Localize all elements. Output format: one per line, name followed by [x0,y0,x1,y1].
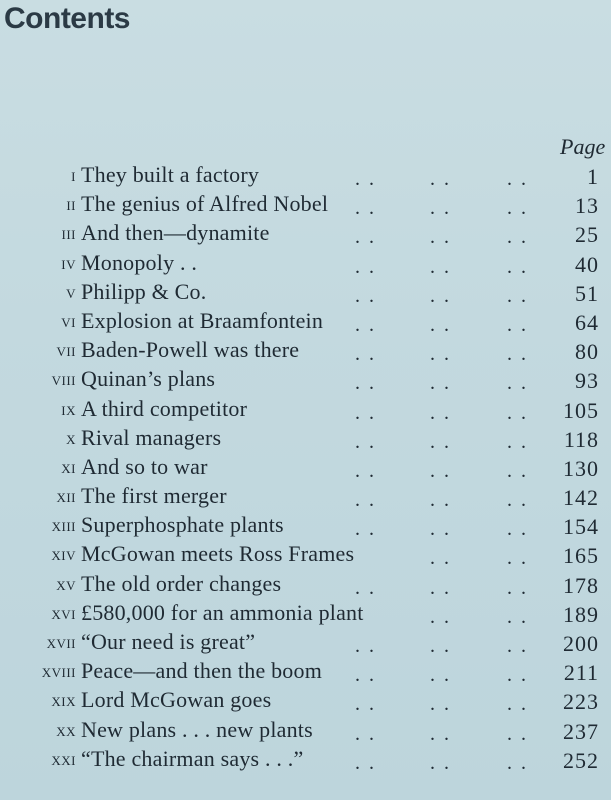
leader-dots: . . [430,722,451,745]
chapter-number: xi [61,456,76,477]
toc-entry [0,452,611,481]
leader-dots: . . [430,372,451,395]
leader-dots: . . [507,284,528,307]
leader-dots: . . [507,518,528,541]
chapter-number: xx [56,719,76,740]
page-number: 200 [563,631,599,656]
leader-dots: . . [355,489,376,512]
chapter-title: “The chairman says . . .” [81,745,304,771]
leader-dots: . . [507,197,528,220]
page-number: 211 [563,660,599,686]
leader-dots: . . [507,751,528,774]
chapter-title: Peace—and then the boom [81,658,323,684]
leader-dots: . . [355,722,376,745]
leader-dots: . . [355,343,376,366]
page-number: 64 [575,309,599,335]
toc-entry [0,394,611,423]
leader-dots: . . [430,168,451,190]
leader-dots: . . [507,547,528,570]
leader-dots: . . [355,635,376,657]
leader-dots: . . [355,313,376,336]
chapter-title: The genius of Alfred Nobel [81,191,329,217]
page-number: 118 [563,426,599,452]
leader-dots: . . [507,576,528,599]
page-number: 252 [563,747,599,773]
chapter-title: Rival managers [81,424,222,450]
toc-entry [0,423,611,452]
chapter-title: A third competitor [81,395,248,421]
chapter-title: £580,000 for an ammonia plant [81,599,364,625]
leader-dots: . . [355,459,376,482]
chapter-number: viii [51,369,76,390]
leader-dots: . . [430,430,451,453]
chapter-number: iii [61,223,76,244]
toc-entry [0,627,611,656]
chapter-number: xxi [51,748,76,769]
chapter-number: vi [61,310,76,331]
page-column-label: Page [560,134,606,159]
chapter-number: iv [61,252,76,273]
leader-dots: . . [355,430,376,453]
leader-dots: . . [355,664,376,687]
toc-entry [0,715,611,744]
leader-dots: . . [355,168,376,190]
chapter-number: xix [51,690,76,711]
leader-dots: . . [355,518,376,541]
chapter-title: Baden-Powell was there [81,337,300,363]
leader-dots: . . [430,635,451,657]
leader-dots: . . [507,430,528,453]
toc-entry [0,656,611,685]
page-number: 237 [563,718,599,744]
chapter-number: xiii [51,515,76,536]
chapter-title: And then—dynamite [81,220,270,246]
chapter-number: ix [61,398,76,419]
page-number: 1 [587,164,599,189]
chapter-number: vii [56,340,76,361]
toc-entry [0,189,611,218]
leader-dots: . . [430,605,451,628]
leader-dots: . . [430,664,451,687]
toc-entry [0,598,611,627]
leader-dots: . . [355,255,376,278]
chapter-title: Quinan’s plans [81,366,216,392]
page-number: 13 [575,193,599,219]
leader-dots: . . [507,635,528,657]
page-number: 51 [575,280,599,306]
toc-entry [0,306,611,335]
toc-entry [0,335,611,364]
leader-dots: . . [507,489,528,512]
toc-entry [0,218,611,247]
page-number: 93 [575,368,599,394]
leader-dots: . . [507,664,528,687]
toc-entry [0,510,611,539]
leader-dots: . . [355,576,376,599]
chapter-title: “Our need is great” [81,629,256,654]
chapter-title: The first merger [81,483,227,509]
page-number: 80 [575,339,599,365]
page-number: 223 [563,689,599,715]
chapter-number: xvi [51,602,76,623]
chapter-number: xviii [41,661,76,682]
toc-entry [0,248,611,277]
leader-dots: . . [355,284,376,307]
chapter-title: New plans . . . new plants [81,716,313,742]
leader-dots: . . [507,459,528,482]
page-number: 189 [563,601,599,627]
chapter-title: Philipp & Co. [81,278,207,304]
toc-entry [0,481,611,510]
page-number: 178 [563,572,599,598]
leader-dots: . . [507,226,528,249]
leader-dots: . . [355,693,376,716]
chapter-number: xvii [46,632,76,652]
leader-dots: . . [430,489,451,512]
leader-dots: . . [430,693,451,716]
leader-dots: . . [355,197,376,220]
leader-dots: . . [507,693,528,716]
page-number: 105 [563,397,599,423]
leader-dots: . . [507,722,528,745]
leader-dots: . . [430,518,451,541]
toc-entry [0,744,611,773]
leader-dots: . . [430,226,451,249]
leader-dots: . . [430,459,451,482]
leader-dots: . . [430,576,451,599]
chapter-number: xiv [51,544,76,565]
contents-heading: Contents [4,2,130,35]
leader-dots: . . [507,372,528,395]
chapter-title: And so to war [81,453,208,479]
chapter-title: They built a factory [81,162,260,187]
page-number: 165 [563,543,599,569]
leader-dots: . . [507,255,528,278]
leader-dots: . . [430,547,451,570]
chapter-number: v [66,281,76,302]
leader-dots: . . [355,751,376,774]
leader-dots: . . [355,401,376,424]
chapter-title: Superphosphate plants [81,512,284,538]
leader-dots: . . [507,313,528,336]
leader-dots: . . [507,343,528,366]
toc-entry [0,685,611,714]
chapter-title: Lord McGowan goes [81,687,272,713]
toc-entry [0,277,611,306]
page-number: 40 [575,251,599,277]
leader-dots: . . [430,197,451,220]
leader-dots: . . [430,255,451,278]
chapter-number: xii [56,486,76,507]
chapter-number: x [66,427,76,448]
leader-dots: . . [507,168,528,190]
leader-dots: . . [430,343,451,366]
chapter-title: The old order changes [81,570,282,596]
page-number: 142 [563,485,599,511]
leader-dots: . . [355,226,376,249]
chapter-title: McGowan meets Ross Frames [81,541,355,567]
leader-dots: . . [507,605,528,628]
leader-dots: . . [355,372,376,395]
chapter-number: i [71,165,76,185]
page-number: 130 [563,455,599,481]
leader-dots: . . [430,401,451,424]
chapter-title: Monopoly . . [81,249,198,275]
page-number: 154 [563,514,599,540]
leader-dots: . . [430,284,451,307]
page-number: 25 [575,222,599,248]
leader-dots: . . [430,751,451,774]
leader-dots: . . [430,313,451,336]
toc-entry [0,160,611,189]
toc-entry [0,364,611,393]
leader-dots: . . [507,401,528,424]
chapter-number: ii [66,194,76,215]
toc-entry [0,569,611,598]
chapter-title: Explosion at Braamfontein [81,307,324,333]
chapter-number: xv [56,573,76,594]
toc-entry [0,539,611,568]
table-of-contents [0,160,611,773]
